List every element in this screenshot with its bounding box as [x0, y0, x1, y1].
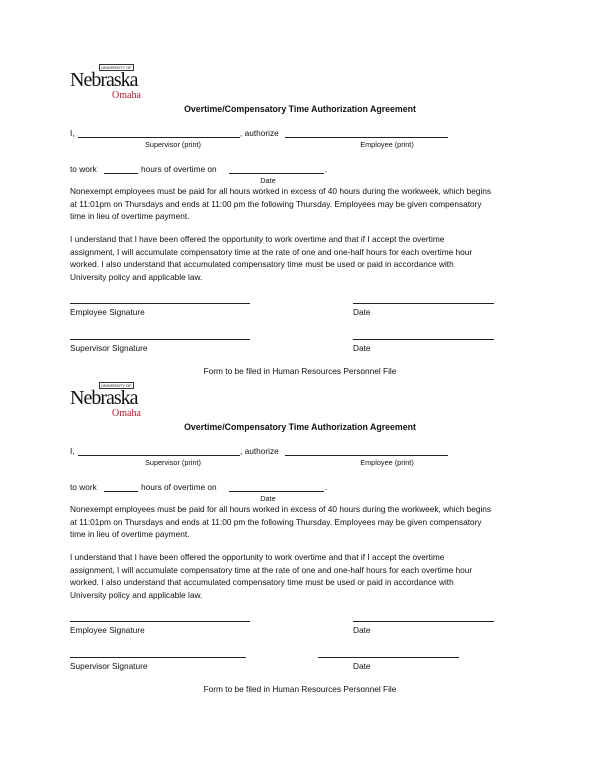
- authorize-text: , authorize: [240, 446, 279, 456]
- hours-field[interactable]: [104, 173, 138, 174]
- authorize-text: , authorize: [240, 128, 279, 138]
- acknowledgement-line: assignment, I will accumulate compensatory time at the rate of one and one-half hours for each overtime hour: [70, 246, 473, 257]
- university-logo: [70, 64, 160, 102]
- period: .: [325, 164, 328, 174]
- filing-note: Form to be filed in Human Resources Personnel File: [203, 366, 397, 376]
- form-title: Overtime/Compensatory Time Authorization Agreement: [184, 422, 416, 432]
- logo-university-of: UNIVERSITY OF: [101, 383, 132, 388]
- acknowledgement-line: assignment, I will accumulate compensatory time at the rate of one and one-half hours for each overtime hour: [70, 564, 473, 575]
- employee-signature-label: Employee Signature: [70, 625, 145, 635]
- overtime-date-field[interactable]: [229, 491, 324, 492]
- acknowledgement-line: University policy and applicable law.: [70, 271, 203, 282]
- employee-print-label: Employee (print): [360, 140, 414, 149]
- overtime-date-field[interactable]: [229, 173, 324, 174]
- employee-print-field[interactable]: [285, 455, 448, 456]
- policy-line: Nonexempt employees must be paid for all hours worked in excess of 40 hours during the workweek, which begins: [70, 504, 492, 514]
- acknowledgement-line: I understand that I have been offered the opportunity to work overtime and that if I accept the overtime: [70, 552, 445, 562]
- period: .: [325, 482, 328, 492]
- authorization-form: [0, 378, 600, 696]
- policy-line: at 11:01pm on Thursdays and ends at 11:00 pm the following Thursday. Employees may be given compensatory: [70, 516, 482, 527]
- employee-print-field[interactable]: [285, 137, 448, 138]
- employee-date-field[interactable]: [353, 621, 494, 622]
- acknowledgement-line: worked. I also understand that accumulated compensatory time must be used or paid in accordance with: [70, 577, 454, 587]
- university-logo: [70, 382, 160, 420]
- employee-date-label: Date: [353, 625, 371, 635]
- supervisor-signature-label: Supervisor Signature: [70, 661, 148, 671]
- form-title: Overtime/Compensatory Time Authorization Agreement: [184, 104, 416, 114]
- filing-note: Form to be filed in Human Resources Personnel File: [203, 684, 397, 694]
- supervisor-date-label: Date: [353, 661, 371, 671]
- employee-date-field[interactable]: [353, 303, 494, 304]
- to-work-text: to work: [70, 164, 97, 174]
- policy-line: time in lieu of overtime payment.: [70, 211, 190, 221]
- date-label: Date: [260, 494, 276, 503]
- logo-omaha: Omaha: [112, 408, 141, 419]
- supervisor-signature-field[interactable]: [70, 339, 250, 340]
- i-prefix: I,: [70, 446, 75, 456]
- supervisor-print-label: Supervisor (print): [145, 458, 201, 467]
- supervisor-print-label: Supervisor (print): [145, 140, 201, 149]
- acknowledgement-line: worked. I also understand that accumulated compensatory time must be used or paid in accordance with: [70, 259, 454, 269]
- acknowledgement-line: University policy and applicable law.: [70, 589, 203, 600]
- policy-line: time in lieu of overtime payment.: [70, 529, 190, 539]
- employee-signature-label: Employee Signature: [70, 307, 145, 317]
- logo-omaha: Omaha: [112, 90, 141, 101]
- employee-signature-field[interactable]: [70, 621, 250, 622]
- supervisor-print-field[interactable]: [78, 137, 240, 138]
- logo-text: Nebraska: [70, 69, 138, 91]
- acknowledgement-line: I understand that I have been offered the opportunity to work overtime and that if I accept the overtime: [70, 234, 445, 244]
- supervisor-print-field[interactable]: [78, 455, 240, 456]
- supervisor-date-label: Date: [353, 343, 371, 353]
- supervisor-signature-field[interactable]: [70, 657, 246, 658]
- hours-of-overtime-text: hours of overtime on: [141, 164, 217, 174]
- supervisor-date-field[interactable]: [318, 657, 459, 658]
- logo-text: Nebraska: [70, 387, 138, 409]
- hours-field[interactable]: [104, 491, 138, 492]
- i-prefix: I,: [70, 128, 75, 138]
- employee-signature-field[interactable]: [70, 303, 250, 304]
- employee-date-label: Date: [353, 307, 371, 317]
- policy-line: Nonexempt employees must be paid for all hours worked in excess of 40 hours during the workweek, which begins: [70, 186, 492, 196]
- supervisor-signature-label: Supervisor Signature: [70, 343, 148, 353]
- supervisor-date-field[interactable]: [353, 339, 494, 340]
- logo-university-of: UNIVERSITY OF: [101, 65, 132, 70]
- date-label: Date: [260, 176, 276, 185]
- employee-print-label: Employee (print): [360, 458, 414, 467]
- hours-of-overtime-text: hours of overtime on: [141, 482, 217, 492]
- to-work-text: to work: [70, 482, 97, 492]
- authorization-form: [0, 60, 600, 378]
- policy-line: at 11:01pm on Thursdays and ends at 11:00 pm the following Thursday. Employees may be given compensatory: [70, 198, 482, 209]
